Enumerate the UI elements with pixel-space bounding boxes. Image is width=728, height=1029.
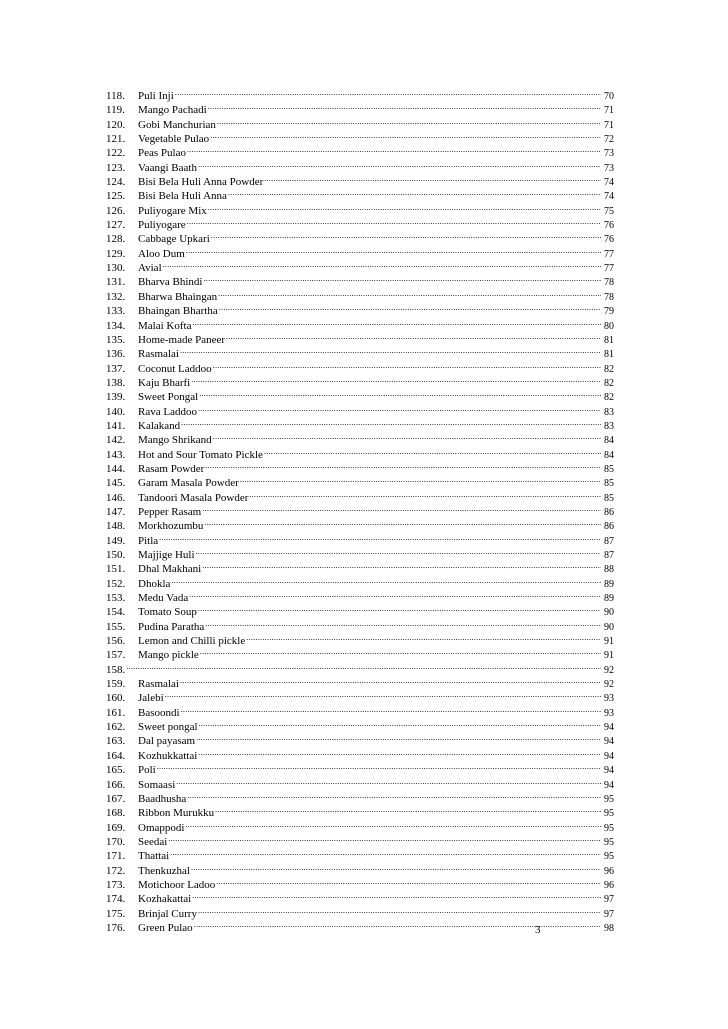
toc-entry-number: 138. [106,376,126,389]
toc-entry [106,774,614,791]
toc-entry-title: Aloo Dum [138,247,185,260]
toc-entry [106,659,614,676]
toc-entry [106,271,614,289]
dot-leader [187,142,601,156]
toc-entry [106,257,614,275]
toc-entry-page: 98 [604,922,614,934]
toc-entry-page: 89 [604,593,614,605]
toc-entry-number: 131. [106,276,126,289]
dot-leader [168,831,601,845]
dot-leader [157,759,601,773]
toc-entry-page: 74 [604,177,614,189]
toc-entry-title: Home-made Paneer [138,333,226,346]
toc-entry-title: Coconut Laddoo [138,362,212,375]
toc-entry-number: 151. [106,563,126,576]
toc-entry-page: 80 [604,320,614,332]
toc-entry-number: 159. [106,678,126,691]
dot-leader [181,702,601,716]
toc-entry-number: 157. [106,649,126,662]
toc-entry-number: 144. [106,462,126,475]
toc-entry-number: 132. [106,290,126,303]
toc-entry-number: 130. [106,262,126,275]
toc-entry [106,358,614,375]
toc-entry-page: 84 [604,435,614,447]
toc-entry-title: Rava Laddoo [138,405,197,418]
dot-leader [208,99,601,113]
dot-leader [198,601,601,615]
toc-entry-page: 86 [604,521,614,533]
toc-entry-page: 94 [604,779,614,791]
toc-entry-number: 142. [106,434,126,447]
toc-entry-page: 82 [604,392,614,404]
dot-leader [191,372,601,386]
toc-entry-number: 170. [106,835,126,848]
dot-leader [175,85,601,99]
toc-entry-page: 76 [604,220,614,232]
toc-entry-number: 175. [106,907,126,920]
toc-entry [106,702,614,719]
dot-leader [180,343,601,357]
toc-entry-number: 120. [106,118,126,131]
dot-leader [228,185,601,199]
toc-entry [106,530,614,547]
toc-entry-page: 94 [604,765,614,777]
toc-entry-number: 137. [106,362,126,375]
toc-entry [106,415,614,432]
toc-entry-number: 136. [106,348,126,361]
dot-leader [226,329,601,343]
toc-entry-title: Puliyogare [138,219,186,232]
toc-entry-number: 121. [106,133,126,146]
dot-leader [203,271,601,285]
toc-entry-number: 139. [106,391,126,404]
toc-entry-title: Rasmalai [138,678,179,691]
dot-leader [185,817,601,831]
toc-entry-page: 89 [604,578,614,590]
toc-entry [106,759,614,777]
dot-leader [240,472,601,486]
toc-entry-number: 124. [106,176,126,189]
toc-entry-page: 75 [604,205,614,217]
toc-entry-number: 167. [106,792,126,805]
toc-entry-title: Cabbage Upkari [138,233,210,246]
toc-entry-page: 73 [604,148,614,160]
toc-entry-title: Dhokla [138,577,171,590]
dot-leader [189,587,601,601]
toc-entry [106,429,614,447]
dot-leader [176,774,601,788]
toc-entry-title: Garam Masala Powder [138,477,239,490]
toc-entry-number: 158. [106,663,126,676]
toc-entry-number: 162. [106,721,126,734]
dot-leader [186,243,601,257]
toc-entry-page: 72 [604,134,614,146]
toc-entry-title: Kalakand [138,419,181,432]
toc-entry-title: Bisi Bela Huli Anna [138,190,227,203]
toc-entry-page: 97 [604,894,614,906]
toc-entry-number: 123. [106,161,126,174]
dot-leader [200,644,601,658]
dot-leader [246,630,601,644]
dot-leader [217,114,601,128]
toc-entry-title: Medu Vada [138,592,189,605]
toc-entry-page: 77 [604,248,614,260]
toc-entry-page: 90 [604,621,614,633]
toc-entry-title: Sweet Pongal [138,391,199,404]
toc-entry-number: 129. [106,247,126,260]
toc-entry-page: 83 [604,406,614,418]
toc-entry-page: 94 [604,750,614,762]
toc-entry-page: 95 [604,793,614,805]
toc-entry-number: 147. [106,505,126,518]
dot-leader [180,673,601,687]
toc-entry-page: 95 [604,851,614,863]
toc-entry-title: Kozhukkattai [138,749,198,762]
dot-leader [192,315,601,329]
toc-entry-number: 134. [106,319,126,332]
table-of-contents [106,85,614,934]
toc-entry-number: 140. [106,405,126,418]
toc-entry-page: 71 [604,105,614,117]
dot-leader [199,386,601,400]
toc-entry [106,99,614,117]
toc-entry-title: Basoondi [138,706,180,719]
toc-entry-number: 171. [106,850,126,863]
dot-leader [264,171,601,185]
toc-entry-title: Puliyogare Mix [138,204,207,217]
toc-entry-page: 84 [604,449,614,461]
dot-leader [196,730,601,744]
toc-entry-title: Dal payasam [138,735,196,748]
toc-entry [106,788,614,805]
toc-entry-page: 82 [604,377,614,389]
toc-entry-page: 83 [604,420,614,432]
toc-entry-number: 122. [106,147,126,160]
toc-entry-title: Bharwa Bhaingan [138,290,218,303]
toc-entry-page: 85 [604,478,614,490]
toc-entry-title: Motichoor Ladoo [138,878,216,891]
toc-entry-page: 94 [604,736,614,748]
toc-entry-number: 133. [106,305,126,318]
toc-entry-number: 154. [106,606,126,619]
toc-entry-title: Morkhozumbu [138,520,204,533]
toc-entry-title: Bhaingan Bhartha [138,305,218,318]
dot-leader [198,903,601,917]
toc-entry-page: 87 [604,550,614,561]
toc-entry-number: 128. [106,233,126,246]
toc-entry-page: 91 [604,636,614,648]
toc-entry-page: 81 [604,349,614,361]
toc-entry [106,673,614,691]
dot-leader [165,687,601,701]
toc-entry-number: 126. [106,204,126,217]
dot-leader [213,429,601,443]
toc-entry-page: 87 [604,535,614,547]
toc-entry-number: 152. [106,577,126,590]
toc-entry-number: 160. [106,692,126,705]
toc-entry-title: Bisi Bela Huli Anna Powder [138,176,264,189]
toc-entry [106,845,614,863]
dot-leader [170,845,601,859]
toc-entry-page: 76 [604,234,614,246]
dot-leader [171,573,601,587]
toc-entry-page: 95 [604,822,614,834]
dot-leader [210,128,601,142]
toc-entry-number: 169. [106,821,126,834]
toc-entry-title: Kaju Bharfi [138,376,191,389]
dot-leader [198,157,601,171]
dot-leader [159,530,601,544]
toc-entry-number: 153. [106,592,126,605]
toc-entry-number: 156. [106,635,126,648]
toc-entry-page: 93 [604,707,614,719]
toc-entry-title: Vaangi Baath [138,161,197,174]
toc-entry-title: Rasam Powder [138,462,205,475]
toc-entry-page: 86 [604,506,614,518]
toc-entry-title: Sweet pongal [138,721,198,734]
toc-entry-title: Pepper Rasam [138,505,202,518]
toc-entry-number: 172. [106,864,126,877]
toc-entry-title: Kozhakattai [138,893,192,906]
dot-leader [202,501,601,515]
toc-entry-title: Seedai [138,835,168,848]
toc-entry-page: 93 [604,693,614,705]
toc-entry-page: 96 [604,879,614,891]
toc-entry-title: Green Pulao [138,921,193,934]
dot-leader [205,458,601,472]
toc-entry [106,587,614,605]
toc-entry-page: 70 [604,91,614,102]
toc-entry-title: Bharva Bhindi [138,276,203,289]
toc-entry [106,544,614,561]
dot-leader [249,487,601,501]
toc-entry-title: Avial [138,262,162,275]
toc-entry-page: 81 [604,334,614,346]
toc-entry-number: 149. [106,534,126,547]
toc-entry-title: Thattai [138,850,170,863]
toc-entry [106,573,614,590]
toc-entry-number: 141. [106,419,126,432]
toc-entry-title: Pitla [138,534,159,547]
toc-entry [106,831,614,848]
toc-entry-page: 94 [604,722,614,734]
toc-entry-title: Thenkuzhal [138,864,190,877]
toc-entry-title: Puli Inji [138,90,174,102]
dot-leader [215,802,601,816]
dot-leader [192,888,601,902]
toc-entry-page: 73 [604,162,614,174]
toc-entry-number: 165. [106,764,126,777]
dot-leader [204,515,601,529]
toc-entry-number: 173. [106,878,126,891]
toc-entry-title: Majjige Huli [138,549,195,561]
toc-entry-title: Dhal Makhani [138,563,202,576]
toc-entry-page: 82 [604,363,614,375]
toc-entry-number: 168. [106,807,126,820]
toc-entry-page: 85 [604,492,614,504]
toc-entry-page: 85 [604,463,614,475]
dot-leader [216,874,601,888]
toc-entry-number: 148. [106,520,126,533]
toc-entry-number: 143. [106,448,126,461]
toc-entry-page: 92 [604,679,614,691]
toc-entry-title: Gobi Manchurian [138,118,216,131]
toc-entry-title: Mango Pachadi [138,104,207,117]
toc-entry-title: Jalebi [138,692,164,705]
dot-leader [213,358,601,372]
dot-leader [187,214,601,228]
dot-leader [205,616,601,630]
toc-entry-page: 90 [604,607,614,619]
toc-entry-page: 88 [604,564,614,576]
toc-entry-title: Tomato Soup [138,606,197,619]
toc-entry-number: 119. [106,104,125,117]
toc-entry-title: Hot and Sour Tomato Pickle [138,448,263,461]
toc-entry-number: 127. [106,219,126,232]
dot-leader [264,444,601,458]
toc-entry-number: 166. [106,778,126,791]
toc-entry-number: 163. [106,735,126,748]
toc-entry-title: Baadhusha [138,792,187,805]
toc-entry-number: 146. [106,491,126,504]
page-number: 3 [535,924,541,936]
toc-entry-number: 150. [106,549,126,561]
toc-entry-title: Pudina Paratha [138,620,205,633]
dot-leader [198,745,601,759]
toc-entry-page: 91 [604,650,614,662]
toc-entry [106,85,614,102]
toc-entry-page: 77 [604,263,614,275]
toc-entry-title: Malai Kofta [138,319,192,332]
toc-entry-page: 96 [604,865,614,877]
toc-entry-number: 155. [106,620,126,633]
toc-entry-number: 125. [106,190,126,203]
toc-entry-title: Tandoori Masala Powder [138,491,249,504]
toc-entry-number: 135. [106,333,126,346]
toc-entry [106,716,614,734]
dot-leader [181,415,601,429]
toc-entry-page: 97 [604,908,614,920]
toc-entry-page: 78 [604,277,614,289]
toc-entry-title: Vegetable Pulao [138,133,210,146]
toc-entry-page: 78 [604,291,614,303]
toc-entry [106,687,614,705]
toc-entry-title: Rasmalai [138,348,179,361]
dot-leader [199,716,601,730]
toc-entry-title: Omappodi [138,821,185,834]
toc-entry-title: Lemon and Chilli pickle [138,635,246,648]
toc-entry-page: 95 [604,836,614,848]
toc-entry-title: Somaasi [138,778,176,791]
toc-entry-number: 161. [106,706,126,719]
toc-entry-page: 71 [604,119,614,131]
toc-entry-number: 174. [106,893,126,906]
toc-entry-number: 176. [106,921,126,934]
toc-entry-page: 79 [604,306,614,318]
toc-entry-page: 92 [604,664,614,676]
toc-entry-title: Brinjal Curry [138,907,197,920]
toc-entry-page: 95 [604,808,614,820]
toc-entry-title: Ribbon Murukku [138,807,215,820]
toc-entry-title: Peas Pulao [138,147,186,160]
toc-entry [106,860,614,877]
dot-leader [163,257,601,271]
toc-entry-title: Poli [138,764,156,777]
dot-leader [198,401,601,415]
toc-entry-number: 145. [106,477,126,490]
toc-entry-title: Mango Shrikand [138,434,212,447]
dot-leader [208,200,601,214]
dot-leader [196,544,601,558]
toc-entry [106,343,614,361]
dot-leader [187,788,601,802]
dot-leader [126,659,601,673]
toc-entry-page: 74 [604,191,614,203]
dot-leader [219,300,601,314]
dot-leader [218,286,601,300]
dot-leader [191,860,601,874]
dot-leader [211,228,601,242]
toc-entry-title: Mango pickle [138,649,199,662]
toc-entry-number: 164. [106,749,126,762]
toc-entry-number: 118. [106,90,125,102]
dot-leader [202,558,601,572]
